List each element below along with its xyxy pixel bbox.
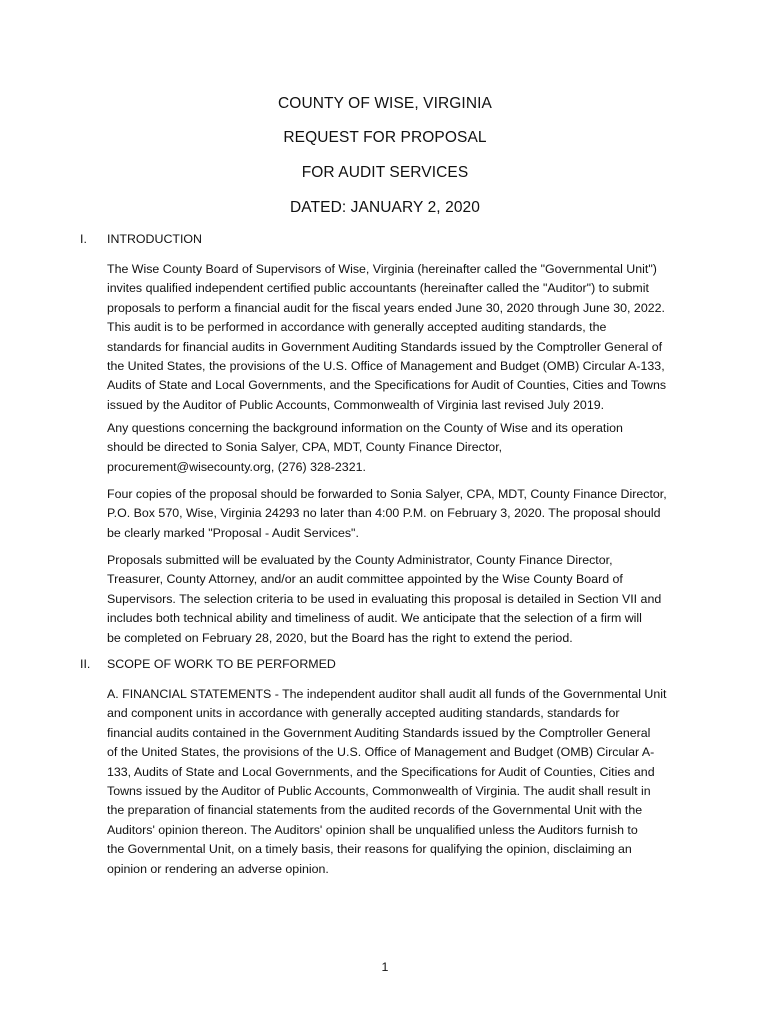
questions-paragraph xyxy=(107,419,682,477)
text-line: Towns issued by the Auditor of Public Accounts, Commonwealth of Virginia. The audit shall result in xyxy=(107,784,651,799)
text-line: issued by the Auditor of Public Accounts, Commonwealth of Virginia last revised July 2019. xyxy=(107,397,605,412)
audit-services-title: FOR AUDIT SERVICES xyxy=(301,164,469,181)
text-line: includes both technical ability and timeliness of audit. We anticipate that the selection of a firm will xyxy=(107,611,642,626)
financial-statements-paragraph xyxy=(107,685,682,879)
text-line: Audits of State and Local Governments, and the Specifications for Audit of Counties, Cities and Towns xyxy=(107,378,667,393)
text-line: The Wise County Board of Supervisors of Wise, Virginia (hereinafter called the "Governmental Unit") xyxy=(107,262,657,276)
text-line: should be directed to Sonia Salyer, CPA, MDT, County Finance Director, xyxy=(107,440,503,455)
intro-paragraph xyxy=(107,260,682,415)
text-line: opinion or rendering an adverse opinion. xyxy=(107,861,329,876)
text-line: Any questions concerning the background information on the County of Wise and its operation xyxy=(107,421,623,435)
text-line: Proposals submitted will be evaluated by the County Administrator, County Finance Director, xyxy=(107,553,613,567)
section-heading-scope xyxy=(80,657,336,671)
text-line: financial audits contained in the Government Auditing Standards issued by the Comptroller General xyxy=(107,725,651,740)
text-line: P.O. Box 570, Wise, Virginia 24293 no later than 4:00 P.M. on February 3, 2020. The proposal should xyxy=(107,506,661,521)
section-number: I. xyxy=(80,232,87,246)
text-line: standards for financial audits in Government Auditing Standards issued by the Comptroller General of xyxy=(107,339,663,354)
text-line: This audit is to be performed in accordance with generally accepted auditing standards, the xyxy=(107,320,607,335)
text-line: proposals to perform a financial audit for the fiscal years ended June 30, 2020 through June 30, 2022. xyxy=(107,300,665,315)
text-line: Auditors' opinion thereon. The Auditors' opinion shall be unqualified unless the Auditors furnish to xyxy=(107,822,638,837)
county-title: COUNTY OF WISE, VIRGINIA xyxy=(278,95,492,112)
text-line: invites qualified independent certified public accountants (hereinafter called the "Auditor") to submit xyxy=(107,281,649,296)
text-line: Treasurer, County Attorney, and/or an audit committee appointed by the Wise County Board of xyxy=(107,572,623,587)
section-number: II. xyxy=(80,657,91,671)
rfp-title: REQUEST FOR PROPOSAL xyxy=(283,129,487,146)
text-line: the preparation of financial statements from the audited records of the Governmental Unit with the xyxy=(107,803,643,818)
text-line: 133, Audits of State and Local Governments, and the Specifications for Audit of Counties, Cities and xyxy=(107,764,655,779)
text-line: Supervisors. The selection criteria to be used in evaluating this proposal is detailed in Section VII and xyxy=(107,591,662,606)
text-line: the United States, the provisions of the U.S. Office of Management and Budget (OMB) Circular A-133, xyxy=(107,359,665,374)
section-heading-introduction xyxy=(80,232,202,246)
section-title: INTRODUCTION xyxy=(107,232,202,246)
submission-paragraph xyxy=(107,485,682,543)
text-line: procurement@wisecounty.org, (276) 328-2321. xyxy=(107,459,366,474)
text-line: and component units in accordance with generally accepted auditing standards, standards for xyxy=(107,706,620,721)
date-title: DATED: JANUARY 2, 2020 xyxy=(289,199,480,216)
text-line: be clearly marked "Proposal - Audit Services". xyxy=(107,525,359,540)
evaluation-paragraph xyxy=(107,551,682,648)
text-line: A. FINANCIAL STATEMENTS - The independent auditor shall audit all funds of the Governmental Unit xyxy=(107,687,667,701)
text-line: Four copies of the proposal should be forwarded to Sonia Salyer, CPA, MDT, County Finance Director, xyxy=(107,487,667,501)
text-line: be completed on February 28, 2020, but the Board has the right to extend the period. xyxy=(107,630,573,645)
text-line: of the United States, the provisions of the U.S. Office of Management and Budget (OMB) Circular A- xyxy=(107,745,655,760)
text-line: the Governmental Unit, on a timely basis, their reasons for qualifying the opinion, disclaiming an xyxy=(107,842,632,857)
page-number: 1 xyxy=(381,960,389,974)
section-title: SCOPE OF WORK TO BE PERFORMED xyxy=(107,657,336,671)
